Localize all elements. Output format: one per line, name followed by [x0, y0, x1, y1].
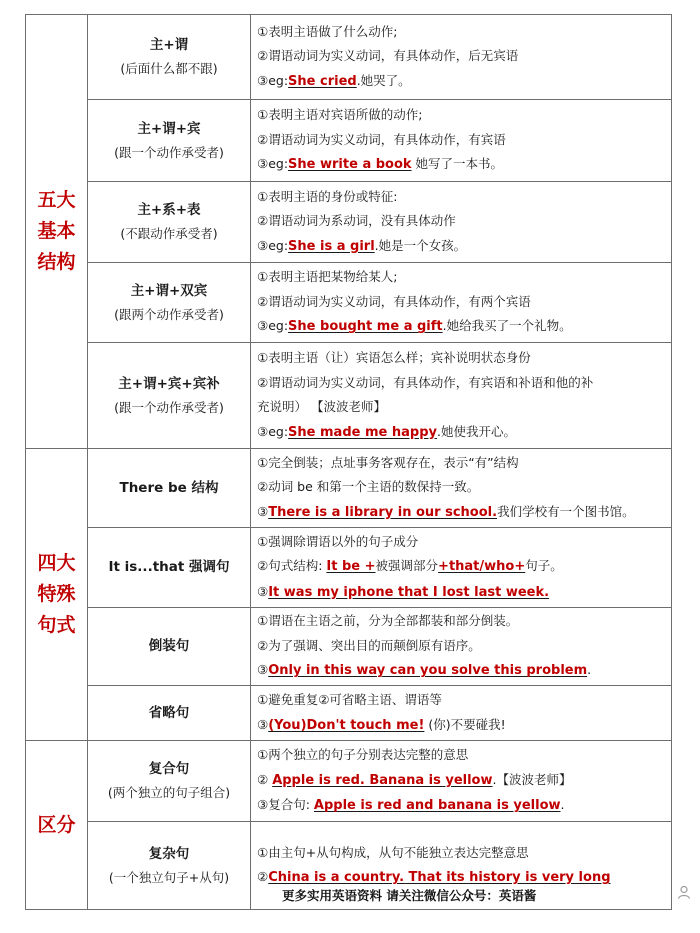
- structure-subtitle: (两个独立的句子组合): [107, 785, 231, 800]
- description-text: ③: [257, 503, 269, 519]
- description-text: ①表明主语（让）宾语怎么样；宾补说明状态身份: [257, 350, 531, 365]
- description-cell: [251, 263, 672, 343]
- description-text: .【波波老师】: [492, 771, 572, 787]
- structure-cell: [88, 15, 251, 100]
- description-text: ③eg:: [257, 237, 289, 253]
- description-line: [257, 609, 667, 634]
- description-text: ②动词 be 和第一个主语的数保持一致。: [257, 479, 480, 495]
- structure-title: 主+谓+宾+宾补: [118, 375, 220, 392]
- structure-title: It is...that 强调句: [108, 559, 230, 575]
- description-text: ②谓语动词为实义动词，有具体动作，有两个宾语: [257, 293, 531, 309]
- category-label: 句式: [37, 614, 76, 636]
- structure-subtitle: (后面什么都不跟): [120, 61, 218, 76]
- category-cell: [26, 449, 88, 741]
- description-line: [257, 234, 667, 260]
- table-row: [26, 100, 672, 182]
- example-highlight: Apple is red and banana is yellow: [313, 798, 561, 814]
- description-cell: [251, 15, 672, 100]
- description-text: .她给我买了一个礼物。: [442, 318, 572, 334]
- description-text: ③eg:: [257, 318, 289, 334]
- structure-title: There be 结构: [119, 479, 219, 496]
- grammar-table: [25, 14, 672, 910]
- description-line: [257, 20, 667, 45]
- example-highlight: It be +: [326, 559, 376, 575]
- description-cell: [251, 182, 672, 263]
- table-row: [26, 686, 672, 741]
- table-row: [26, 528, 672, 608]
- description-line: [257, 314, 667, 340]
- description-text: ②谓语动词为实义动词，有具体动作，有宾语: [257, 131, 506, 147]
- description-text: .: [587, 662, 592, 678]
- description-line: [257, 395, 667, 420]
- structure-title: 复杂句: [148, 845, 190, 862]
- description-text: ②谓语动词为实义动词，有具体动作，后无宾语: [257, 48, 519, 64]
- category-label: 四大: [37, 552, 76, 574]
- category-label: 特殊: [37, 583, 76, 605]
- description-text: 被强调部分: [375, 558, 439, 574]
- description-line: [257, 580, 667, 606]
- table-row: [26, 263, 672, 343]
- description-line: [257, 500, 667, 526]
- description-text: ①完全倒装；点址事务客观存在，表示“有”结构: [257, 454, 519, 470]
- description-line: [257, 768, 667, 794]
- structure-subtitle: (跟两个动作承受者): [114, 306, 224, 322]
- example-highlight: +that/who+: [438, 559, 526, 575]
- category-label: 五大: [37, 189, 76, 211]
- structure-title: 主+系+表: [137, 202, 201, 218]
- table-row: [26, 182, 672, 263]
- description-text: ②为了强调、突出目的而颠倒原有语序。: [257, 637, 481, 653]
- structure-cell: [88, 263, 251, 343]
- example-highlight: She write a book: [288, 157, 412, 173]
- category-label: 区分: [37, 813, 76, 836]
- structure-title: 倒装句: [148, 638, 190, 654]
- example-highlight: She is a girl: [288, 238, 375, 254]
- structure-subtitle: (不跟动作承受者): [120, 226, 218, 241]
- table-row: [26, 15, 672, 100]
- example-highlight: Apple is red. Banana is yellow: [272, 772, 493, 788]
- grammar-table-body: [26, 15, 672, 910]
- structure-cell: [88, 182, 251, 263]
- description-text: 她写了一本书。: [411, 156, 504, 172]
- description-text: ①避免重复②可省略主语、谓语等: [257, 692, 442, 707]
- table-row: [26, 608, 672, 686]
- description-cell: [251, 528, 672, 608]
- description-line: [257, 554, 667, 580]
- description-line: [257, 209, 667, 234]
- description-cell: [251, 343, 672, 449]
- description-line: [257, 265, 667, 290]
- description-line: [257, 530, 667, 555]
- description-text: 我们学校有一个图书馆。: [497, 503, 635, 519]
- description-line: [257, 793, 667, 819]
- description-line: [257, 475, 667, 500]
- description-text: ①表明主语做了什么动作;: [257, 23, 398, 39]
- example-highlight: She made me happy: [288, 424, 437, 440]
- description-text: ①强调除谓语以外的句子成分: [257, 533, 419, 549]
- structure-title: 省略句: [148, 704, 190, 721]
- description-text: 句子。: [525, 558, 563, 574]
- description-line: [257, 420, 667, 446]
- example-highlight: She cried: [288, 73, 357, 89]
- structure-title: 主+谓: [149, 37, 189, 53]
- description-line: [257, 658, 667, 684]
- structure-cell: [88, 100, 251, 182]
- description-text: .她是一个女孩。: [374, 237, 467, 253]
- structure-title: 主+谓+双宾: [130, 282, 208, 299]
- description-text: ②谓语动词为系动词，没有具体动作: [257, 213, 456, 229]
- description-line: [257, 152, 667, 178]
- description-line: [257, 128, 667, 153]
- table-row: [26, 343, 672, 449]
- description-text: ①由主句+从句构成，从句不能独立表达完整意思: [257, 844, 529, 860]
- description-text: ③复合句:: [257, 797, 314, 813]
- description-line: [257, 713, 667, 739]
- description-cell: [251, 686, 672, 741]
- description-line: [257, 743, 667, 768]
- structure-cell: [88, 449, 251, 528]
- table-row: [26, 741, 672, 822]
- description-text: ①表明主语把某物给某人;: [257, 269, 398, 285]
- description-text: ③: [257, 662, 269, 678]
- description-text: ③: [257, 716, 269, 732]
- description-text: ②: [257, 771, 273, 787]
- description-line: [257, 290, 667, 315]
- user-icon: [676, 884, 692, 900]
- description-text: ②: [257, 869, 269, 884]
- description-line: [257, 634, 667, 659]
- structure-cell: [88, 608, 251, 686]
- description-line: [257, 44, 667, 69]
- example-highlight: She bought me a gift: [288, 319, 443, 335]
- description-line: [257, 451, 667, 476]
- description-text: ①表明主语对宾语所做的动作;: [257, 107, 423, 123]
- description-line: [257, 103, 667, 128]
- description-line: [257, 841, 667, 866]
- structure-cell: [88, 528, 251, 608]
- table-row: [26, 449, 672, 528]
- description-line: [257, 69, 667, 95]
- description-line: [257, 371, 667, 396]
- structure-title: 复合句: [148, 761, 190, 777]
- description-cell: [251, 608, 672, 686]
- description-text: 充说明） 【波波老师】: [257, 399, 386, 414]
- description-cell: [251, 100, 672, 182]
- category-label: 结构: [37, 251, 76, 273]
- description-line: [257, 688, 667, 713]
- description-cell: [251, 449, 672, 528]
- structure-subtitle: (跟一个动作承受者): [114, 399, 224, 415]
- description-text: ②谓语动词为实义动词，有具体动作，有宾语和补语和他的补: [257, 374, 594, 390]
- structure-subtitle: (跟一个动作承受者): [114, 144, 224, 160]
- category-cell: [26, 15, 88, 449]
- description-cell: [251, 741, 672, 822]
- description-text: .她使我开心。: [436, 423, 516, 439]
- description-text: (你)不要碰我!: [424, 716, 506, 732]
- description-text: ③eg:: [257, 156, 289, 172]
- example-highlight: Only in this way can you solve this problem: [268, 663, 588, 679]
- description-text: ③eg:: [257, 72, 289, 88]
- example-highlight: (You)Don't touch me!: [268, 717, 425, 733]
- description-text: .她哭了。: [356, 72, 411, 88]
- structure-cell: [88, 822, 251, 910]
- category-cell: [26, 741, 88, 910]
- description-text: ①两个独立的句子分别表达完整的意思: [257, 747, 469, 763]
- description-text: .: [560, 797, 565, 813]
- description-text: ③: [257, 583, 269, 599]
- category-label: 基本: [37, 220, 76, 242]
- structure-cell: [88, 686, 251, 741]
- description-line: [257, 346, 667, 371]
- structure-subtitle: (一个独立句子+从句): [108, 869, 230, 885]
- structure-title: 主+谓+宾: [137, 120, 201, 137]
- footer-note: 更多实用英语资料 请关注微信公众号：英语酱: [282, 888, 537, 903]
- example-highlight: It was my iphone that I lost last week.: [268, 584, 550, 600]
- description-text: ①表明主语的身份或特征:: [257, 188, 398, 204]
- description-text: ①谓语在主语之前，分为全部都装和部分倒装。: [257, 613, 519, 629]
- example-highlight: China is a country. That its history is very long: [268, 870, 611, 885]
- description-text: ②句式结构:: [257, 558, 327, 574]
- structure-cell: [88, 741, 251, 822]
- description-text: ③eg:: [257, 423, 289, 439]
- description-line: [257, 185, 667, 210]
- structure-cell: [88, 343, 251, 449]
- example-highlight: There is a library in our school.: [268, 504, 498, 520]
